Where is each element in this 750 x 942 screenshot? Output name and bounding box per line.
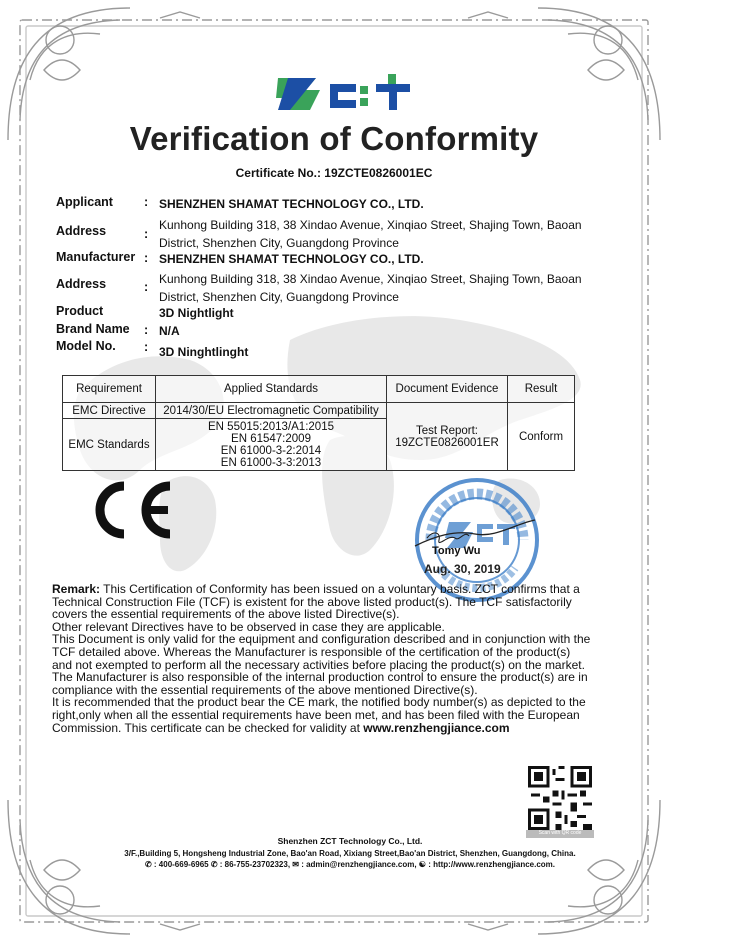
footer-company-name: Shenzhen ZCT Technology Co., Ltd. bbox=[277, 836, 423, 846]
table-row bbox=[63, 403, 575, 419]
standard-directive: 2014/30/EU Electromagnetic Compatibility bbox=[156, 403, 387, 419]
colon: : bbox=[144, 280, 149, 294]
standard-item: EN 55015:2013/A1:2015 bbox=[208, 420, 334, 433]
remark-paragraph: Other relevant Directives have to be observed in case they are applicable. bbox=[52, 619, 445, 634]
manufacturer-address-line2: District, Shenzhen City, Guangdong Province bbox=[159, 290, 399, 304]
colon: : bbox=[144, 340, 149, 354]
remark-text: This Certification of Conformity has been issued on a voluntary basis. ZCT confirms that a Technical Construction File (TCF) is existent for the above listed product(s). The TCF satisfactorily covers the essential requirements of the above listed Directive(s). bbox=[52, 582, 580, 622]
requirement-emc-standards: EMC Standards bbox=[63, 419, 156, 471]
signatory-name: Tomy Wu bbox=[432, 545, 481, 557]
field-label-brand-name: Brand Name bbox=[56, 322, 130, 336]
footer-address: 3/F.,Building 5, Hongsheng Industrial Zone, Bao'an Road, Xixiang Street,Bao'an District, Shenzhen, Guangdong, China. bbox=[124, 849, 576, 858]
colon: : bbox=[144, 227, 149, 241]
remark-text: It is recommended that the product bear the CE mark, the notified body number(s) as depicted to the right,only when all the essential requirements have been met, and has been filed with the European Commission. This certificate can be checked for validity at bbox=[52, 695, 586, 735]
evidence-label: Test Report: bbox=[416, 424, 478, 437]
result-value: Conform bbox=[508, 403, 575, 471]
remark-paragraph: This Document is only valid for the equipment and configuration described and in conjunction with the TCF detailed above. Whereas the Manufacturer is responsible of the certification of the product(s) and not exempted to perform all the necessary activities before placing the product(s) on the market. bbox=[52, 632, 591, 672]
colon: : bbox=[144, 323, 149, 337]
qr-caption: Scan with QR code bbox=[526, 830, 594, 838]
footer-contact: ✆ : 400-669-6965 ✆ : 86-755-23702323, ✉ : admin@renzhengjiance.com, ☯ : http://www.renzhengjiance.com. bbox=[144, 860, 556, 869]
field-label-product: Product bbox=[56, 304, 104, 318]
standard-item: EN 61000-3-2:2014 bbox=[220, 444, 322, 457]
standard-item: EN 61547:2009 bbox=[231, 432, 311, 445]
colon: : bbox=[144, 195, 149, 209]
page-margin bbox=[668, 0, 750, 942]
field-label-address: Address bbox=[56, 224, 107, 238]
applicant-value: SHENZHEN SHAMAT TECHNOLOGY CO., LTD. bbox=[159, 197, 424, 211]
standard-item: EN 61000-3-3:2013 bbox=[220, 456, 322, 469]
remark-paragraph bbox=[52, 583, 592, 621]
product-value: 3D Nightlight bbox=[159, 306, 234, 320]
field-label-applicant: Applicant bbox=[56, 195, 113, 209]
field-label-model-no: Model No. bbox=[56, 339, 116, 353]
remark-paragraph: The Manufacturer is also responsible of the internal production control to ensure the product(s) are in compliance with the essential requirements of the above mentioned Directive(s). bbox=[52, 670, 588, 697]
field-label-manufacturer: Manufacturer bbox=[56, 250, 136, 264]
requirement-emc-directive: EMC Directive bbox=[63, 403, 156, 419]
document-evidence bbox=[387, 403, 508, 471]
brand-name-value: N/A bbox=[159, 324, 180, 338]
model-no-value: 3D Ninghtlinght bbox=[159, 345, 249, 359]
field-label-address: Address bbox=[56, 277, 107, 291]
signature-date: Aug. 30, 2019 bbox=[424, 562, 501, 576]
header-requirement: Requirement bbox=[63, 376, 156, 403]
table-header-row bbox=[63, 376, 575, 403]
remark-paragraph bbox=[52, 696, 592, 734]
qr-code-icon[interactable] bbox=[528, 766, 592, 830]
remark-section bbox=[52, 583, 592, 734]
standards-table bbox=[62, 375, 575, 471]
applicant-address-line2: District, Shenzhen City, Guangdong Province bbox=[159, 236, 399, 250]
colon: : bbox=[144, 251, 149, 265]
manufacturer-address-line1: Kunhong Building 318, 38 Xindao Avenue, Xinqiao Street, Shajing Town, Baoan bbox=[159, 272, 582, 286]
website-link[interactable]: www.renzhengjiance.com bbox=[363, 720, 510, 735]
header-result: Result bbox=[508, 376, 575, 403]
header-document-evidence: Document Evidence bbox=[387, 376, 508, 403]
zct-logo bbox=[276, 70, 414, 116]
certificate-number: Certificate No.: 19ZCTE0826001EC bbox=[235, 166, 433, 180]
standard-list bbox=[156, 419, 387, 471]
header-applied-standards: Applied Standards bbox=[156, 376, 387, 403]
manufacturer-value: SHENZHEN SHAMAT TECHNOLOGY CO., LTD. bbox=[159, 252, 424, 266]
document-title: Verification of Conformity bbox=[129, 120, 539, 157]
remark-label: Remark: bbox=[52, 582, 101, 596]
ce-mark-icon bbox=[82, 480, 174, 540]
evidence-report-number: 19ZCTE0826001ER bbox=[395, 436, 499, 449]
applicant-address-line1: Kunhong Building 318, 38 Xindao Avenue, Xinqiao Street, Shajing Town, Baoan bbox=[159, 218, 582, 232]
